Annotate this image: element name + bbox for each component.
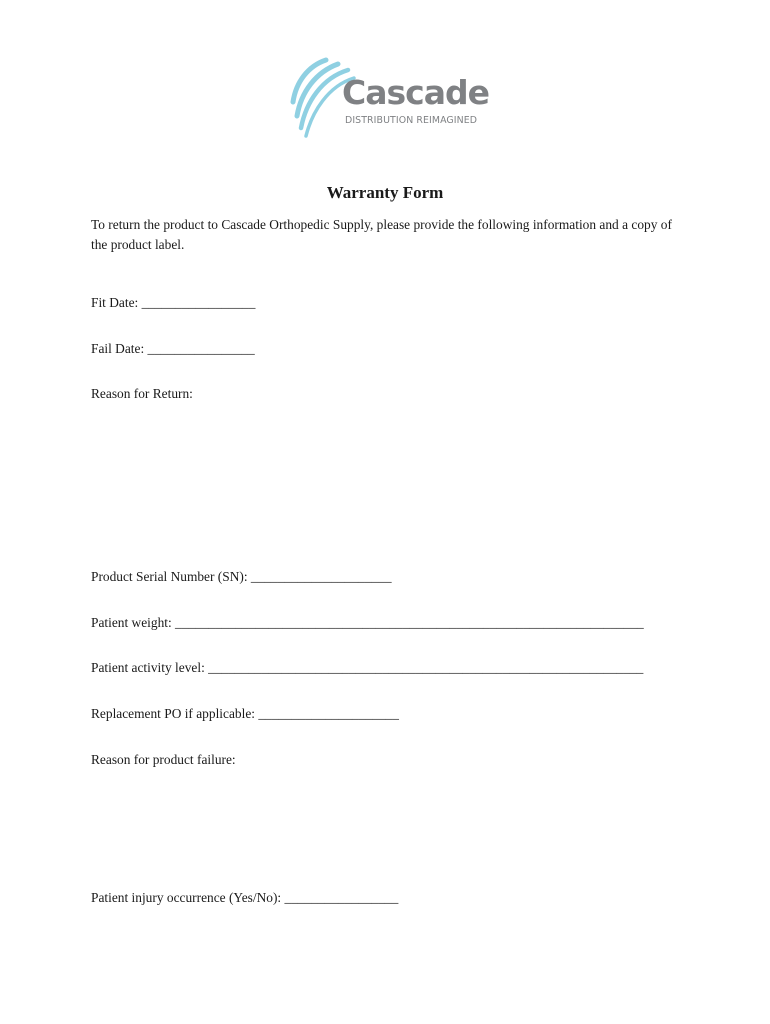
- serial-number-field[interactable]: Product Serial Number (SN): _____________________: [91, 569, 392, 584]
- patient-weight-field[interactable]: Patient weight: ______________________________________________________________________: [91, 615, 644, 630]
- patient-injury-field[interactable]: Patient injury occurrence (Yes/No): _________________: [91, 890, 399, 905]
- form-intro: To return the product to Cascade Orthopedic Supply, please provide the following information and a copy of the product label.: [91, 217, 672, 252]
- cascade-logo: [288, 56, 488, 136]
- patient-activity-level-field[interactable]: Patient activity level: _________________________________________________________________: [91, 660, 644, 675]
- logo-wordmark: Cascade: [342, 73, 489, 112]
- fail-date-field[interactable]: Fail Date: ________________: [91, 341, 255, 356]
- reason-for-failure-label: Reason for product failure:: [91, 752, 236, 767]
- form-title: Warranty Form: [326, 183, 444, 202]
- reason-for-return-label: Reason for Return:: [91, 386, 193, 401]
- replacement-po-field[interactable]: Replacement PO if applicable: _____________________: [91, 706, 399, 721]
- fit-date-field[interactable]: Fit Date: _________________: [91, 295, 256, 310]
- logo-tagline: DISTRIBUTION REIMAGINED: [345, 115, 478, 126]
